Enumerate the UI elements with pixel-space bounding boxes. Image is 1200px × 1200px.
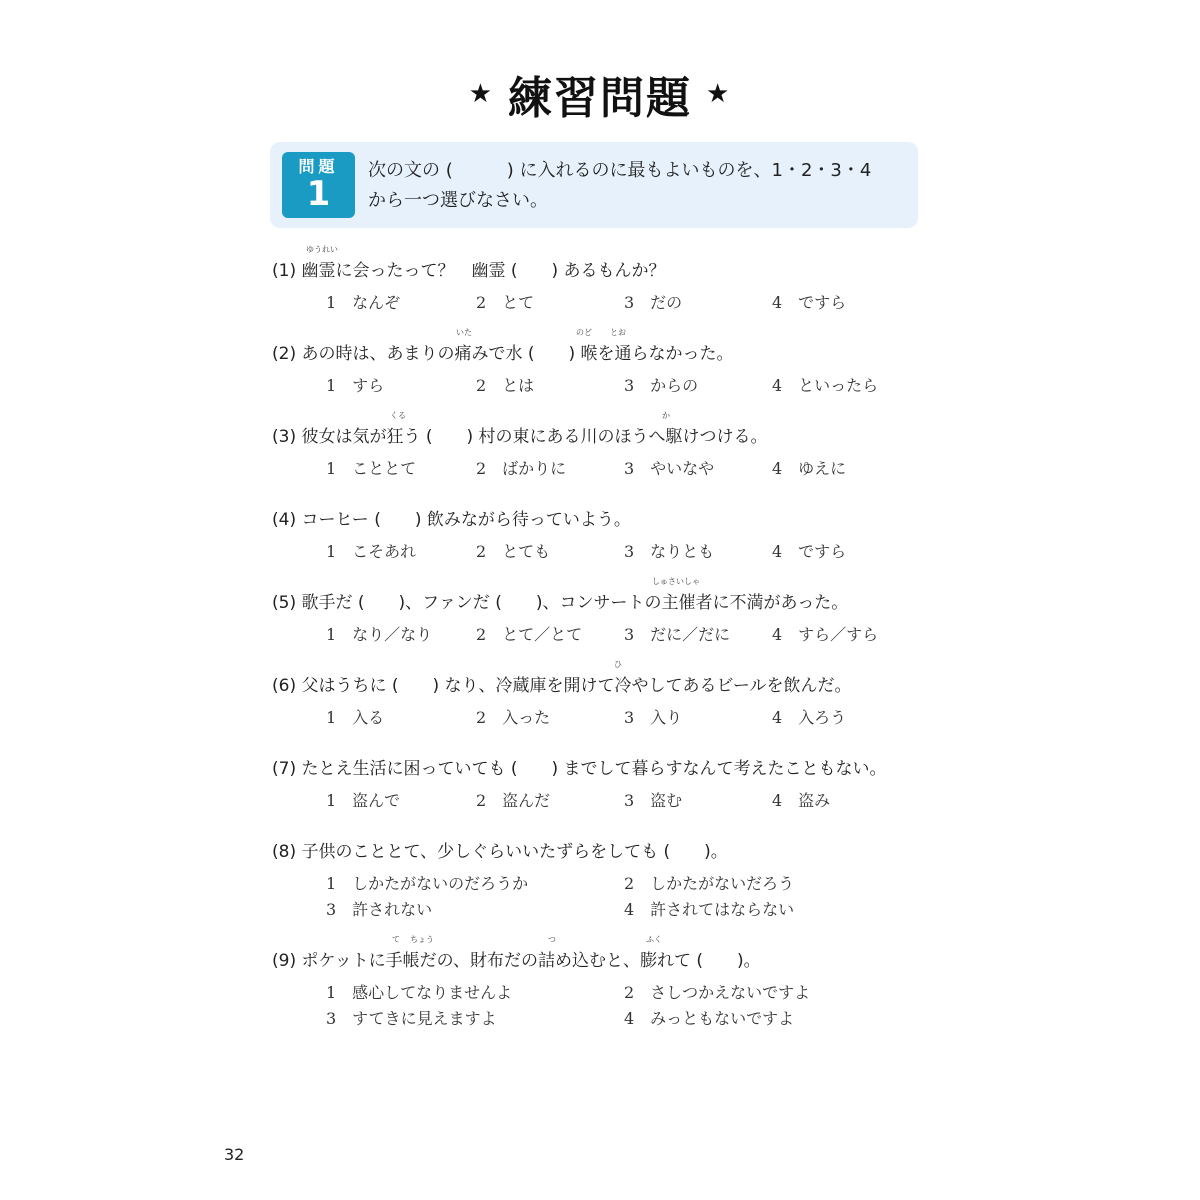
options-row: [272, 284, 932, 314]
star-icon: ★: [468, 79, 494, 109]
option[interactable]: 2 さしつかえないですよ: [624, 983, 811, 1002]
question-text: (2) あの時は、あまりの痛みで水 ( ) 喉を通らなかった。: [272, 344, 734, 364]
question-text: (4) コーヒー ( ) 飲みながら待っていよう。: [272, 510, 631, 530]
question-3: [272, 411, 932, 480]
option[interactable]: 3 やいなや: [624, 459, 715, 478]
option[interactable]: 4 許されてはならない: [624, 900, 795, 919]
option[interactable]: 1 しかたがないのだろうか: [326, 874, 529, 893]
question-1: [272, 245, 932, 314]
option[interactable]: 1 感心してなりませんよ: [326, 983, 513, 1002]
option[interactable]: 4 盗み: [772, 791, 831, 810]
option[interactable]: 4 すら／すら: [772, 625, 879, 644]
question-5: [272, 577, 932, 646]
badge-label: 問題: [298, 157, 339, 176]
question-7: [272, 756, 932, 812]
furigana: て: [392, 935, 400, 944]
question-text: (6) 父はうちに ( ) なり、冷蔵庫を開けて冷やしてあるビールを飲んだ。: [272, 676, 852, 696]
option[interactable]: 3 許されない: [326, 900, 433, 919]
option[interactable]: 4 ですら: [772, 293, 847, 312]
question-4: [272, 507, 932, 563]
problem-badge: [282, 152, 355, 218]
instruction-line: から一つ選びなさい。: [368, 190, 548, 211]
option[interactable]: 2 とて／とて: [476, 625, 583, 644]
page-number: 32: [224, 1145, 245, 1164]
furigana: ちょう: [410, 935, 434, 944]
options-grid: [272, 865, 932, 917]
option[interactable]: 3 入り: [624, 708, 683, 727]
furigana: くる: [390, 411, 406, 420]
question-text: (8) 子供のこととて、少しぐらいいたずらをしても ( )。: [272, 842, 728, 862]
question-text: (1) 幽霊に会ったって？ 幽霊 ( ) あるもんか？: [272, 261, 666, 281]
options-grid: [272, 974, 932, 1026]
option[interactable]: 2 盗んだ: [476, 791, 551, 810]
question-text: (5) 歌手だ ( )、ファンだ ( )、コンサートの主催者に不満があった。: [272, 593, 849, 613]
option[interactable]: 4 ですら: [772, 542, 847, 561]
option[interactable]: 4 みっともないですよ: [624, 1009, 795, 1028]
option[interactable]: 1 盗んで: [326, 791, 401, 810]
furigana: のど: [576, 328, 592, 337]
option[interactable]: 2 とて: [476, 293, 535, 312]
instruction-text: [368, 156, 908, 216]
option[interactable]: 2 しかたがないだろう: [624, 874, 795, 893]
options-row: [272, 367, 932, 397]
option[interactable]: 3 盗む: [624, 791, 683, 810]
option[interactable]: 2 とても: [476, 542, 551, 561]
option[interactable]: 4 入ろう: [772, 708, 847, 727]
option[interactable]: 1 すら: [326, 376, 385, 395]
option[interactable]: 2 ばかりに: [476, 459, 567, 478]
title-text: 練習問題: [508, 73, 692, 124]
question-9: [272, 935, 932, 1028]
question-2: [272, 328, 932, 397]
star-icon: ★: [706, 79, 732, 109]
furigana: しゅさいしゃ: [652, 577, 700, 586]
options-row: [272, 699, 932, 729]
option[interactable]: 3 すてきに見えますよ: [326, 1009, 497, 1028]
option[interactable]: 1 こととて: [326, 459, 417, 478]
question-text: (3) 彼女は気が狂う ( ) 村の東にある川のほうへ駆けつける。: [272, 427, 768, 447]
furigana: ゆうれい: [306, 245, 338, 254]
option[interactable]: 1 なり／なり: [326, 625, 433, 644]
option[interactable]: 2 とは: [476, 376, 535, 395]
option[interactable]: 1 こそあれ: [326, 542, 417, 561]
option[interactable]: 4 といったら: [772, 376, 879, 395]
furigana: か: [662, 411, 670, 420]
option[interactable]: 3 だに／だに: [624, 625, 731, 644]
question-text: (9) ポケットに手帳だの、財布だの詰め込むと、膨れて ( )。: [272, 951, 761, 971]
badge-number: 1: [306, 174, 331, 214]
options-row: [272, 782, 932, 812]
option[interactable]: 3 だの: [624, 293, 683, 312]
instruction-line: 次の文の ( ) に入れるのに最もよいものを、1・2・3・4: [368, 160, 872, 181]
option[interactable]: 4 ゆえに: [772, 459, 847, 478]
furigana: ひ: [614, 660, 622, 669]
option[interactable]: 3 なりとも: [624, 542, 715, 561]
option[interactable]: 3 からの: [624, 376, 699, 395]
options-row: [272, 533, 932, 563]
option[interactable]: 2 入った: [476, 708, 551, 727]
furigana: とお: [610, 328, 626, 337]
furigana: ふく: [646, 935, 662, 944]
option[interactable]: 1 入る: [326, 708, 385, 727]
options-row: [272, 616, 932, 646]
furigana: いた: [456, 328, 472, 337]
instruction-box: [270, 142, 918, 228]
page-title: [0, 62, 1200, 126]
furigana: つ: [548, 935, 556, 944]
question-text: (7) たとえ生活に困っていても ( ) までして暮らすなんて考えたこともない。: [272, 759, 887, 779]
option[interactable]: 1 なんぞ: [326, 293, 401, 312]
options-row: [272, 450, 932, 480]
question-6: [272, 660, 932, 729]
question-8: [272, 839, 932, 917]
